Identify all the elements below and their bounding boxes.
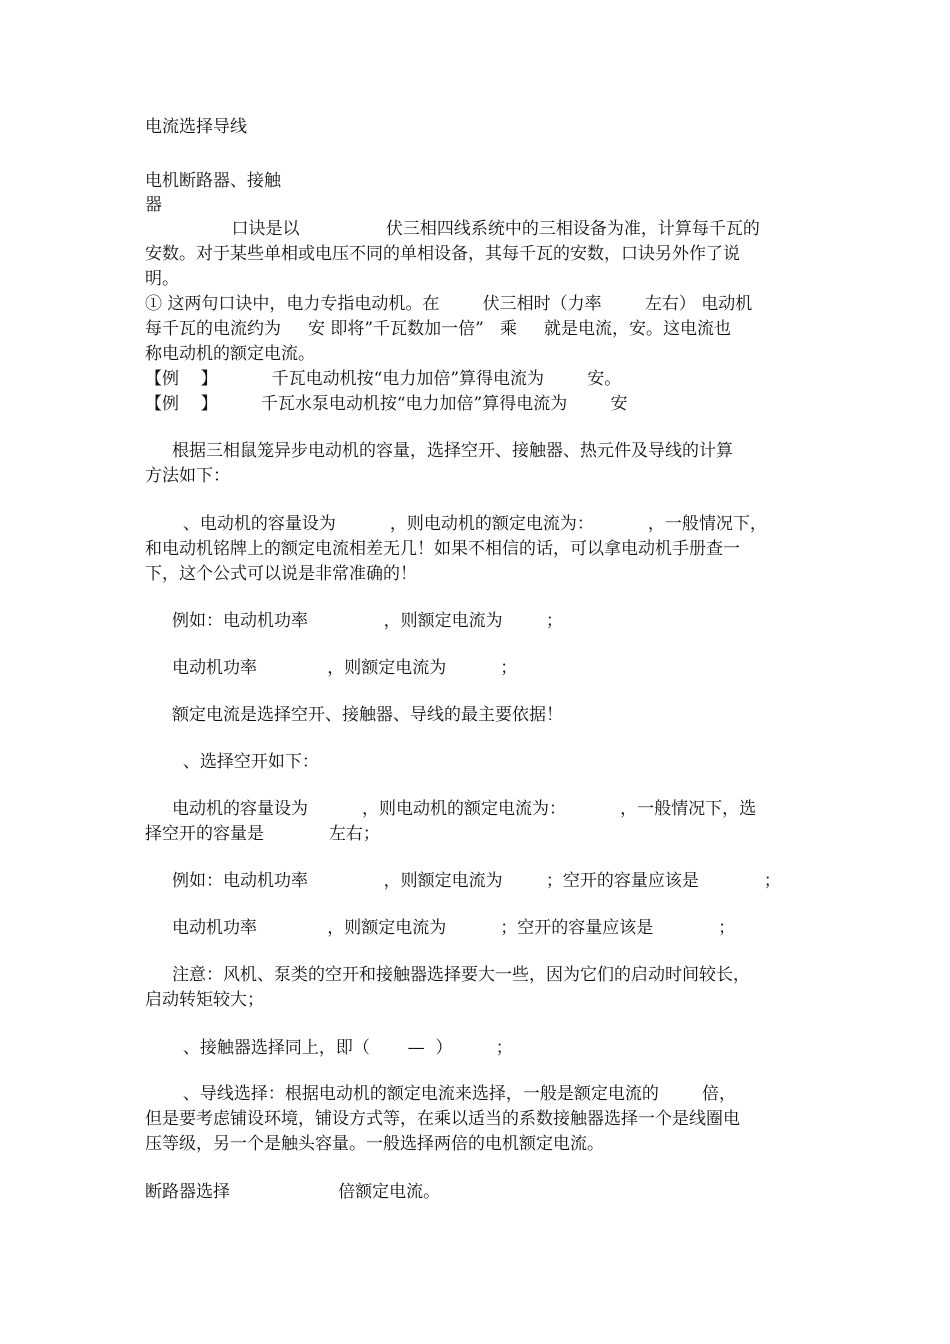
- paragraph-line: 但是要考虑铺设环境，铺设方式等，在乘以适当的系数接触器选择一个是线圈电: [145, 1109, 740, 1129]
- paragraph-line: 下，这个公式可以说是非常准确的！: [145, 564, 417, 584]
- paragraph-line: 择空开的容量是 左右；: [145, 824, 380, 844]
- document-title: 电流选择导线: [145, 117, 247, 137]
- paragraph-line: 电动机的容量设为 ，则电动机的额定电流为： ，一般情况下，选: [145, 799, 757, 819]
- example-line: 例如：电动机功率 ，则额定电流为 ；空开的容量应该是 ；: [145, 871, 781, 891]
- example-line: 【例 】 千瓦电动机按“电力加倍”算得电流为 安。: [145, 369, 622, 389]
- paragraph-line: 根据三相鼠笼异步电动机的容量，选择空开、接触器、热元件及导线的计算: [145, 441, 734, 461]
- paragraph-line: 口诀是以 伏三相四线系统中的三相设备为准，计算每千瓦的: [145, 219, 760, 239]
- paragraph-line: 、导线选择：根据电动机的额定电流来选择，一般是额定电流的 倍，: [145, 1084, 737, 1104]
- paragraph-line: 安数。对于某些单相或电压不同的单相设备，其每千瓦的安数，口诀另外作了说: [145, 244, 740, 264]
- paragraph-line: 额定电流是选择空开、接触器、导线的最主要依据！: [145, 705, 564, 725]
- subtitle-line-1: 电机断路器、接触: [145, 171, 281, 191]
- paragraph-line: ① 这两句口诀中，电力专指电动机。在 伏三相时（力率 左右） 电动机: [145, 294, 753, 314]
- paragraph-line: 注意：风机、泵类的空开和接触器选择要大一些，因为它们的启动时间较长，: [145, 965, 751, 985]
- paragraph-line: 启动转矩较大；: [145, 990, 264, 1010]
- paragraph-line: 、电动机的容量设为 ，则电动机的额定电流为： ，一般情况下，: [145, 514, 767, 534]
- example-line: 电动机功率 ，则额定电流为 ；: [145, 658, 518, 678]
- paragraph-line: 称电动机的额定电流。: [145, 344, 315, 364]
- paragraph-line: 和电动机铭牌上的额定电流相差无几！如果不相信的话，可以拿电动机手册查一: [145, 539, 740, 559]
- paragraph-line: 压等级，另一个是触头容量。一般选择两倍的电机额定电流。: [145, 1134, 604, 1154]
- paragraph-line: 明。: [145, 269, 179, 289]
- section-heading: 、选择空开如下：: [145, 752, 319, 772]
- subtitle-line-2: 器: [145, 195, 162, 215]
- paragraph-line: 断路器选择 倍额定电流。: [145, 1182, 441, 1202]
- paragraph-line: 方法如下：: [145, 466, 230, 486]
- paragraph-line: 每千瓦的电流约为 安 即将”千瓦数加一倍” 乘 就是电流，安。这电流也: [145, 319, 732, 339]
- example-line: 电动机功率 ，则额定电流为 ；空开的容量应该是 ；: [145, 918, 736, 938]
- example-line: 例如：电动机功率 ，则额定电流为 ；: [145, 611, 563, 631]
- section-heading: 、接触器选择同上，即（ — ） ；: [145, 1038, 513, 1058]
- example-line: 【例 】 千瓦水泵电动机按“电力加倍”算得电流为 安: [145, 394, 628, 414]
